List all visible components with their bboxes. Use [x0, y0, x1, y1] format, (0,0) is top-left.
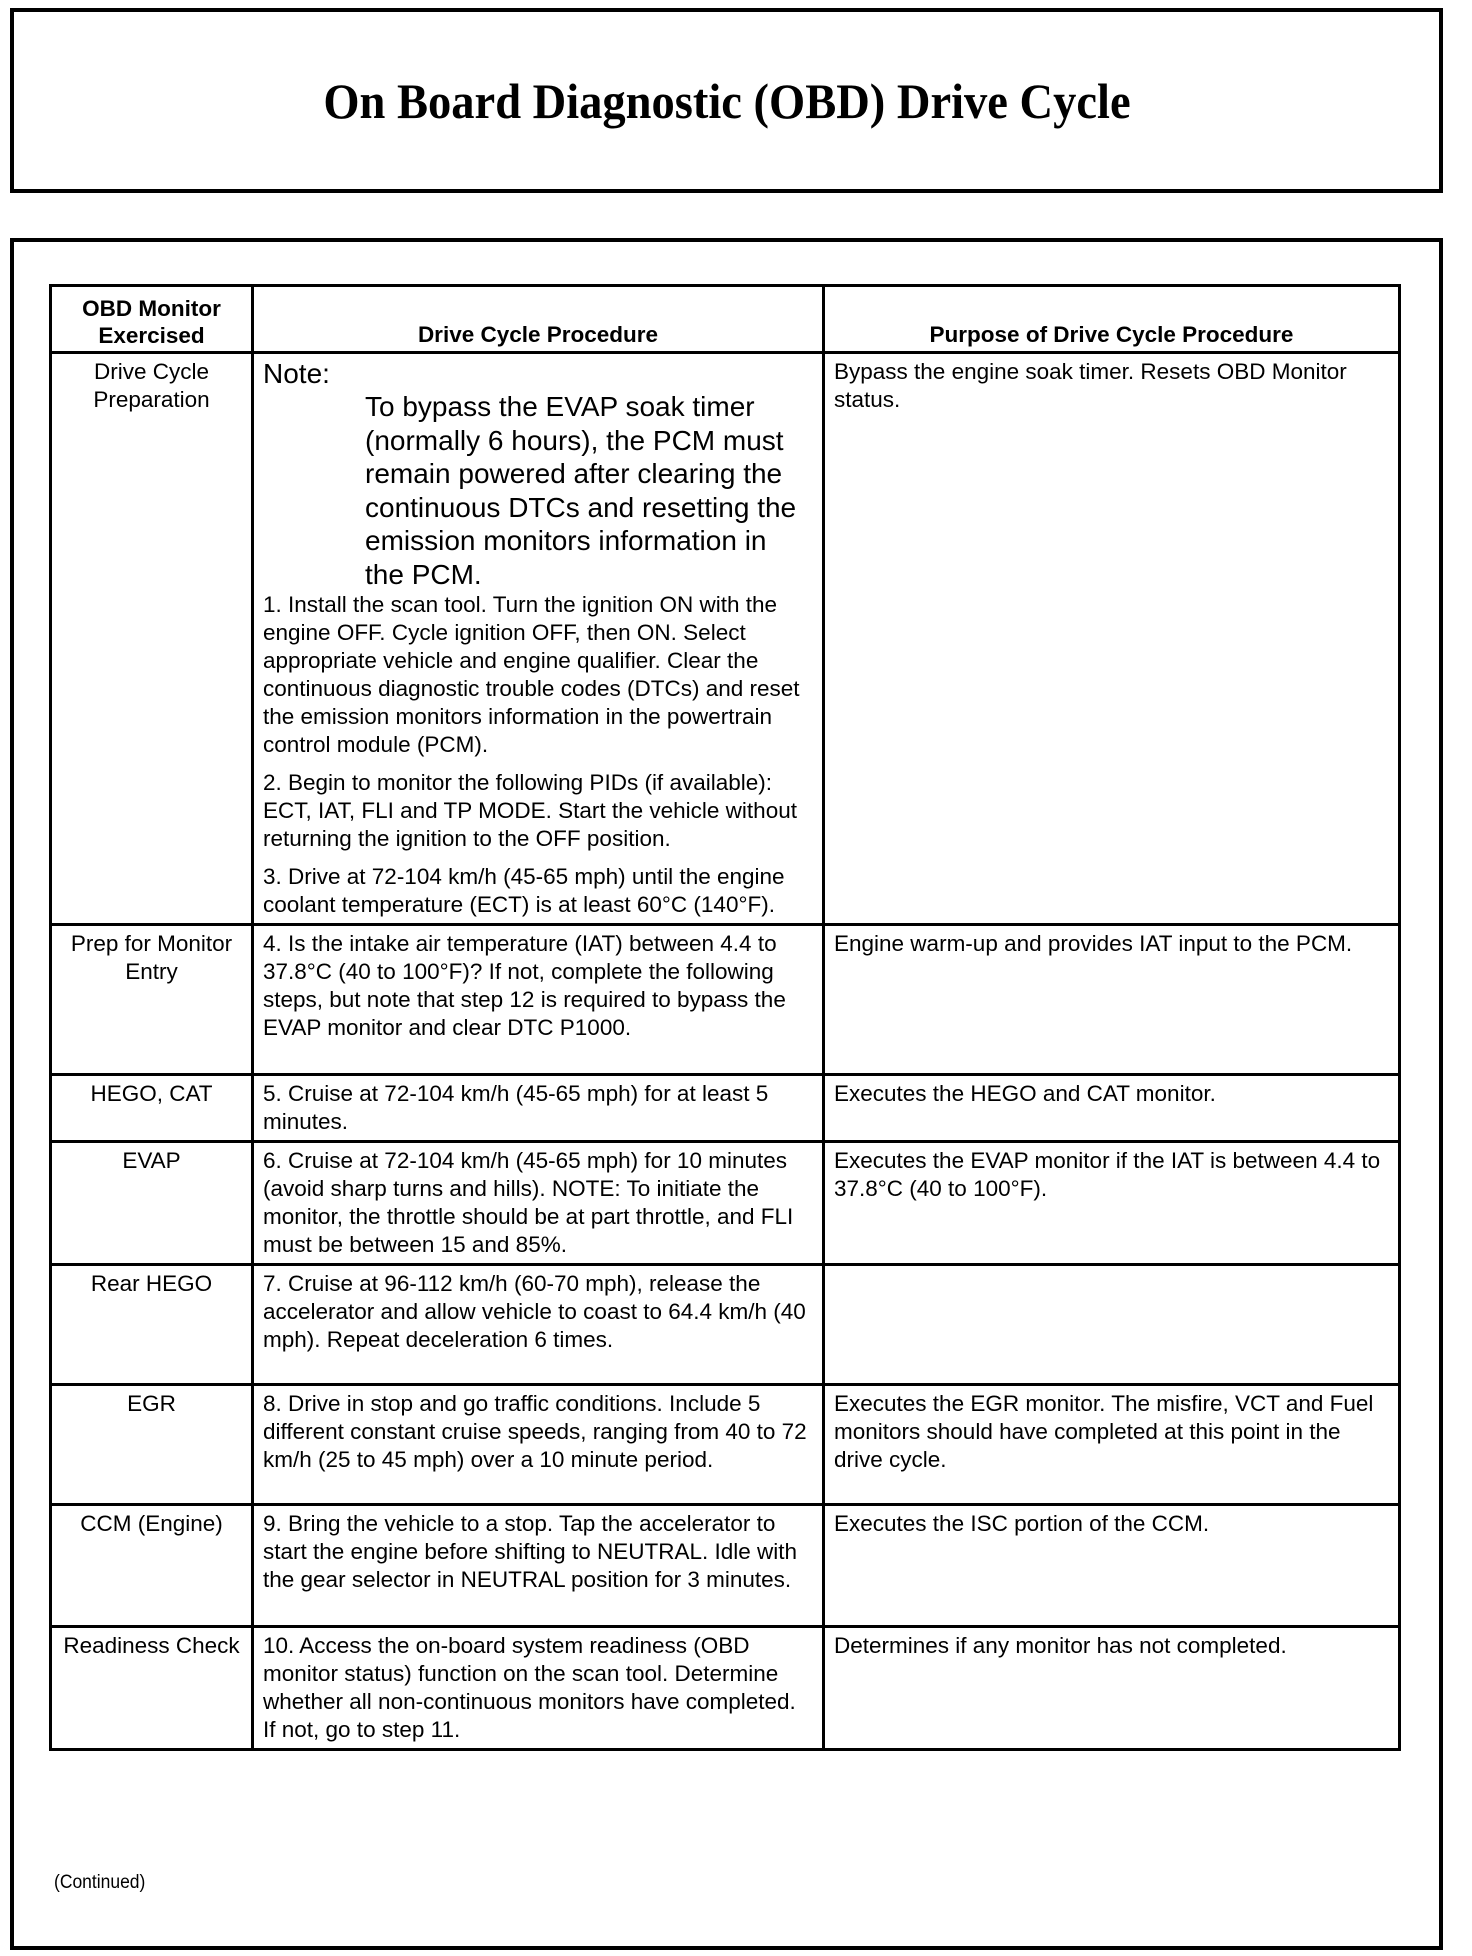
title-box: [10, 8, 1443, 193]
table-row: [51, 1505, 1400, 1627]
monitor-cell: Drive Cycle Preparation: [51, 353, 253, 925]
procedure-cell: 9. Bring the vehicle to a stop. Tap the accelerator to start the engine before shifting to NEUTRAL. Idle with the gear selector in NEUTRAL position for 3 minutes.: [253, 1505, 824, 1627]
table-row: [51, 1385, 1400, 1505]
table-row: [51, 925, 1400, 1075]
monitor-cell: HEGO, CAT: [51, 1075, 253, 1142]
note-label: Note:: [263, 358, 330, 389]
table-row: [51, 353, 1400, 925]
procedure-cell: 5. Cruise at 72-104 km/h (45-65 mph) for at least 5 minutes.: [253, 1075, 824, 1142]
continued-label: (Continued): [54, 1872, 146, 1893]
drive-cycle-table: [49, 284, 1401, 1751]
procedure-cell: 7. Cruise at 96-112 km/h (60-70 mph), release the accelerator and allow vehicle to coast to 64.4 km/h (40 mph). Repeat deceleration 6 times.: [253, 1265, 824, 1385]
monitor-cell: EVAP: [51, 1142, 253, 1265]
header-monitor: OBD Monitor Exercised: [51, 286, 253, 353]
procedure-cell: [253, 353, 824, 925]
purpose-cell: Engine warm-up and provides IAT input to the PCM.: [824, 925, 1400, 1075]
purpose-cell: Executes the ISC portion of the CCM.: [824, 1505, 1400, 1627]
purpose-cell: Executes the HEGO and CAT monitor.: [824, 1075, 1400, 1142]
procedure-step: 2. Begin to monitor the following PIDs (if available): ECT, IAT, FLI and TP MODE. Start the vehicle without returning the ignition to the OFF position.: [263, 770, 797, 851]
table-row: [51, 1627, 1400, 1750]
procedure-cell: 6. Cruise at 72-104 km/h (45-65 mph) for 10 minutes (avoid sharp turns and hills). NOTE: To initiate the monitor, the throttle should be at part throttle, and FLI must be between 15 and 85%.: [253, 1142, 824, 1265]
page-title: On Board Diagnostic (OBD) Drive Cycle: [322, 72, 1131, 129]
procedure-cell: 8. Drive in stop and go traffic conditions. Include 5 different constant cruise speeds, ranging from 40 to 72 km/h (25 to 45 mph) over a 10 minute period.: [253, 1385, 824, 1505]
purpose-cell: Executes the EVAP monitor if the IAT is between 4.4 to 37.8°C (40 to 100°F).: [824, 1142, 1400, 1265]
procedure-step: 3. Drive at 72-104 km/h (45-65 mph) until the engine coolant temperature (ECT) is at least 60°C (140°F).: [263, 864, 785, 917]
content-box: [10, 238, 1443, 1950]
purpose-cell: Determines if any monitor has not completed.: [824, 1627, 1400, 1750]
procedure-cell: 4. Is the intake air temperature (IAT) between 4.4 to 37.8°C (40 to 100°F)? If not, complete the following steps, but note that step 12 is required to bypass the EVAP monitor and clear DTC P1000.: [253, 925, 824, 1075]
monitor-cell: CCM (Engine): [51, 1505, 253, 1627]
purpose-cell: Bypass the engine soak timer. Resets OBD Monitor status.: [824, 353, 1400, 925]
header-procedure: Drive Cycle Procedure: [253, 286, 824, 353]
monitor-cell: Readiness Check: [51, 1627, 253, 1750]
table-row: [51, 1265, 1400, 1385]
table-header-row: [51, 286, 1400, 353]
header-purpose: Purpose of Drive Cycle Procedure: [824, 286, 1400, 353]
monitor-cell: Prep for Monitor Entry: [51, 925, 253, 1075]
procedure-cell: 10. Access the on-board system readiness (OBD monitor status) function on the scan tool. Determine whether all non-continuous monitors have completed. If not, go to step 11.: [253, 1627, 824, 1750]
note-text: To bypass the EVAP soak timer (normally 6 hours), the PCM must remain powered after clearing the continuous DTCs and resetting the emission monitors information in the PCM.: [365, 391, 797, 590]
purpose-cell: Executes the EGR monitor. The misfire, VCT and Fuel monitors should have completed at this point in the drive cycle.: [824, 1385, 1400, 1505]
table-row: [51, 1075, 1400, 1142]
monitor-cell: EGR: [51, 1385, 253, 1505]
purpose-cell: [824, 1265, 1400, 1385]
monitor-cell: Rear HEGO: [51, 1265, 253, 1385]
procedure-step: 1. Install the scan tool. Turn the ignition ON with the engine OFF. Cycle ignition OFF, then ON. Select appropriate vehicle and engine qualifier. Clear the continuous diagnostic trouble codes (DTCs) and reset the emission monitors information in the powertrain control module (PCM).: [263, 592, 800, 757]
table-row: [51, 1142, 1400, 1265]
